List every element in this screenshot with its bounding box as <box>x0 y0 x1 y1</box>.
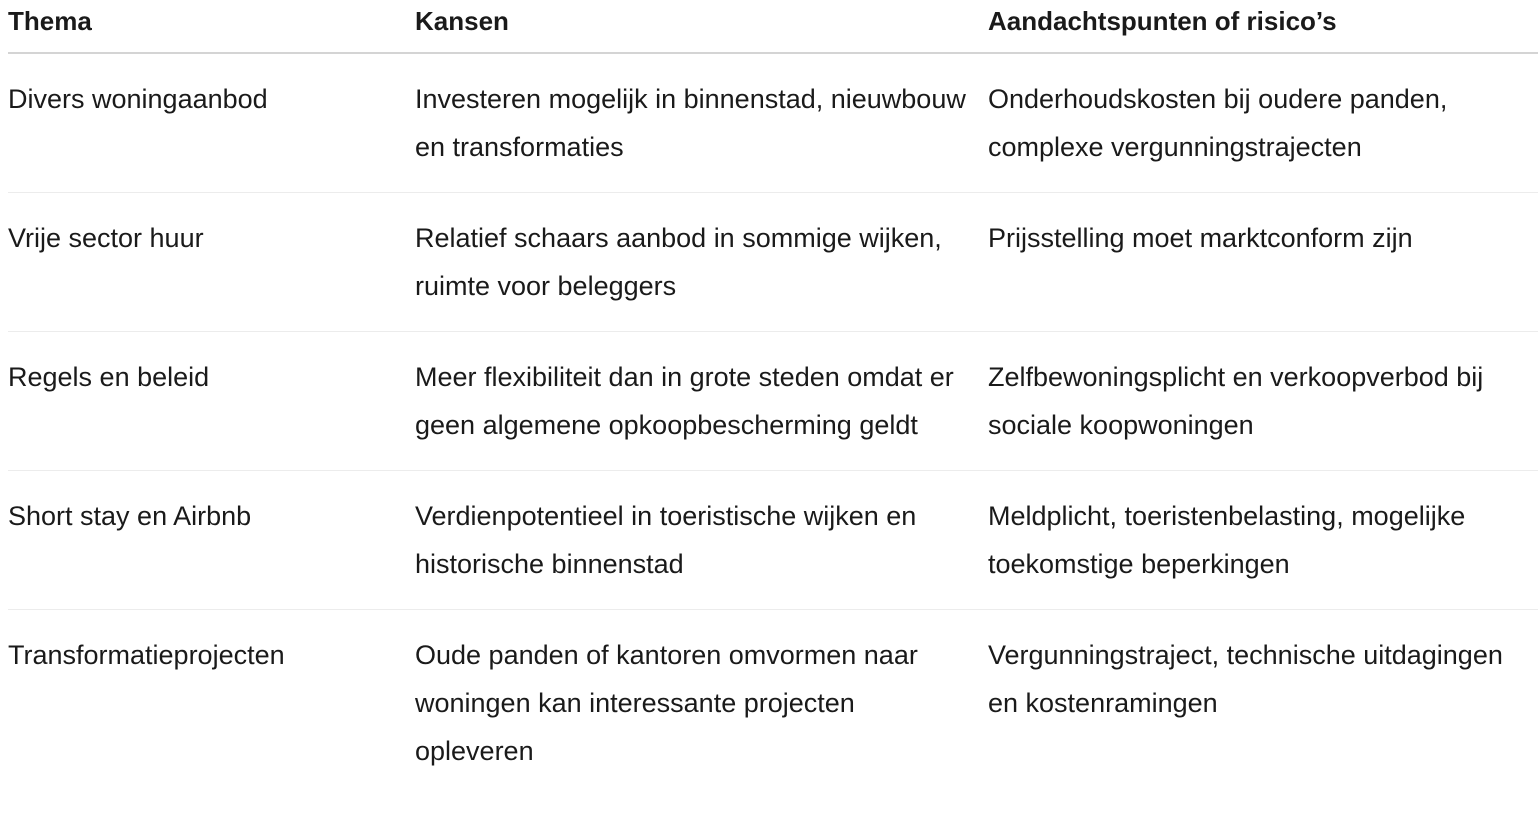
table-row <box>8 610 1538 797</box>
cell-thema: Divers woningaanbod <box>8 53 415 193</box>
table-row <box>8 53 1538 193</box>
column-header-thema: Thema <box>8 0 415 53</box>
cell-risicos: Onderhoudskosten bij oudere panden, complexe vergunningstrajecten <box>988 53 1538 193</box>
table-row <box>8 193 1538 332</box>
table-header-row <box>8 0 1538 53</box>
cell-kansen: Meer flexibiliteit dan in grote steden omdat er geen algemene opkoopbescherming geldt <box>415 332 988 471</box>
cell-kansen: Relatief schaars aanbod in sommige wijken, ruimte voor beleggers <box>415 193 988 332</box>
cell-risicos: Prijsstelling moet marktconform zijn <box>988 193 1538 332</box>
comparison-table <box>8 0 1538 796</box>
cell-risicos: Vergunningstraject, technische uitdagingen en kostenramingen <box>988 640 1503 718</box>
cell-kansen: Verdienpotentieel in toeristische wijken en historische binnenstad <box>415 471 988 610</box>
cell-kansen: Investeren mogelijk in binnenstad, nieuwbouw en transformaties <box>415 53 988 193</box>
cell-kansen: Oude panden of kantoren omvormen naar woningen kan interessante projecten opleveren <box>415 640 918 766</box>
cell-risicos: Zelfbewoningsplicht en verkoopverbod bij sociale koopwoningen <box>988 332 1538 471</box>
table-row <box>8 332 1538 471</box>
cell-thema: Transformatieprojecten <box>8 640 285 670</box>
column-header-risicos: Aandachtspunten of risico’s <box>988 0 1538 53</box>
cell-risicos: Meldplicht, toeristenbelasting, mogelijke toekomstige beperkingen <box>988 471 1538 610</box>
cell-thema: Regels en beleid <box>8 332 415 471</box>
cell-thema: Vrije sector huur <box>8 193 415 332</box>
cell-thema: Short stay en Airbnb <box>8 471 415 610</box>
table-row <box>8 471 1538 610</box>
column-header-kansen: Kansen <box>415 0 988 53</box>
